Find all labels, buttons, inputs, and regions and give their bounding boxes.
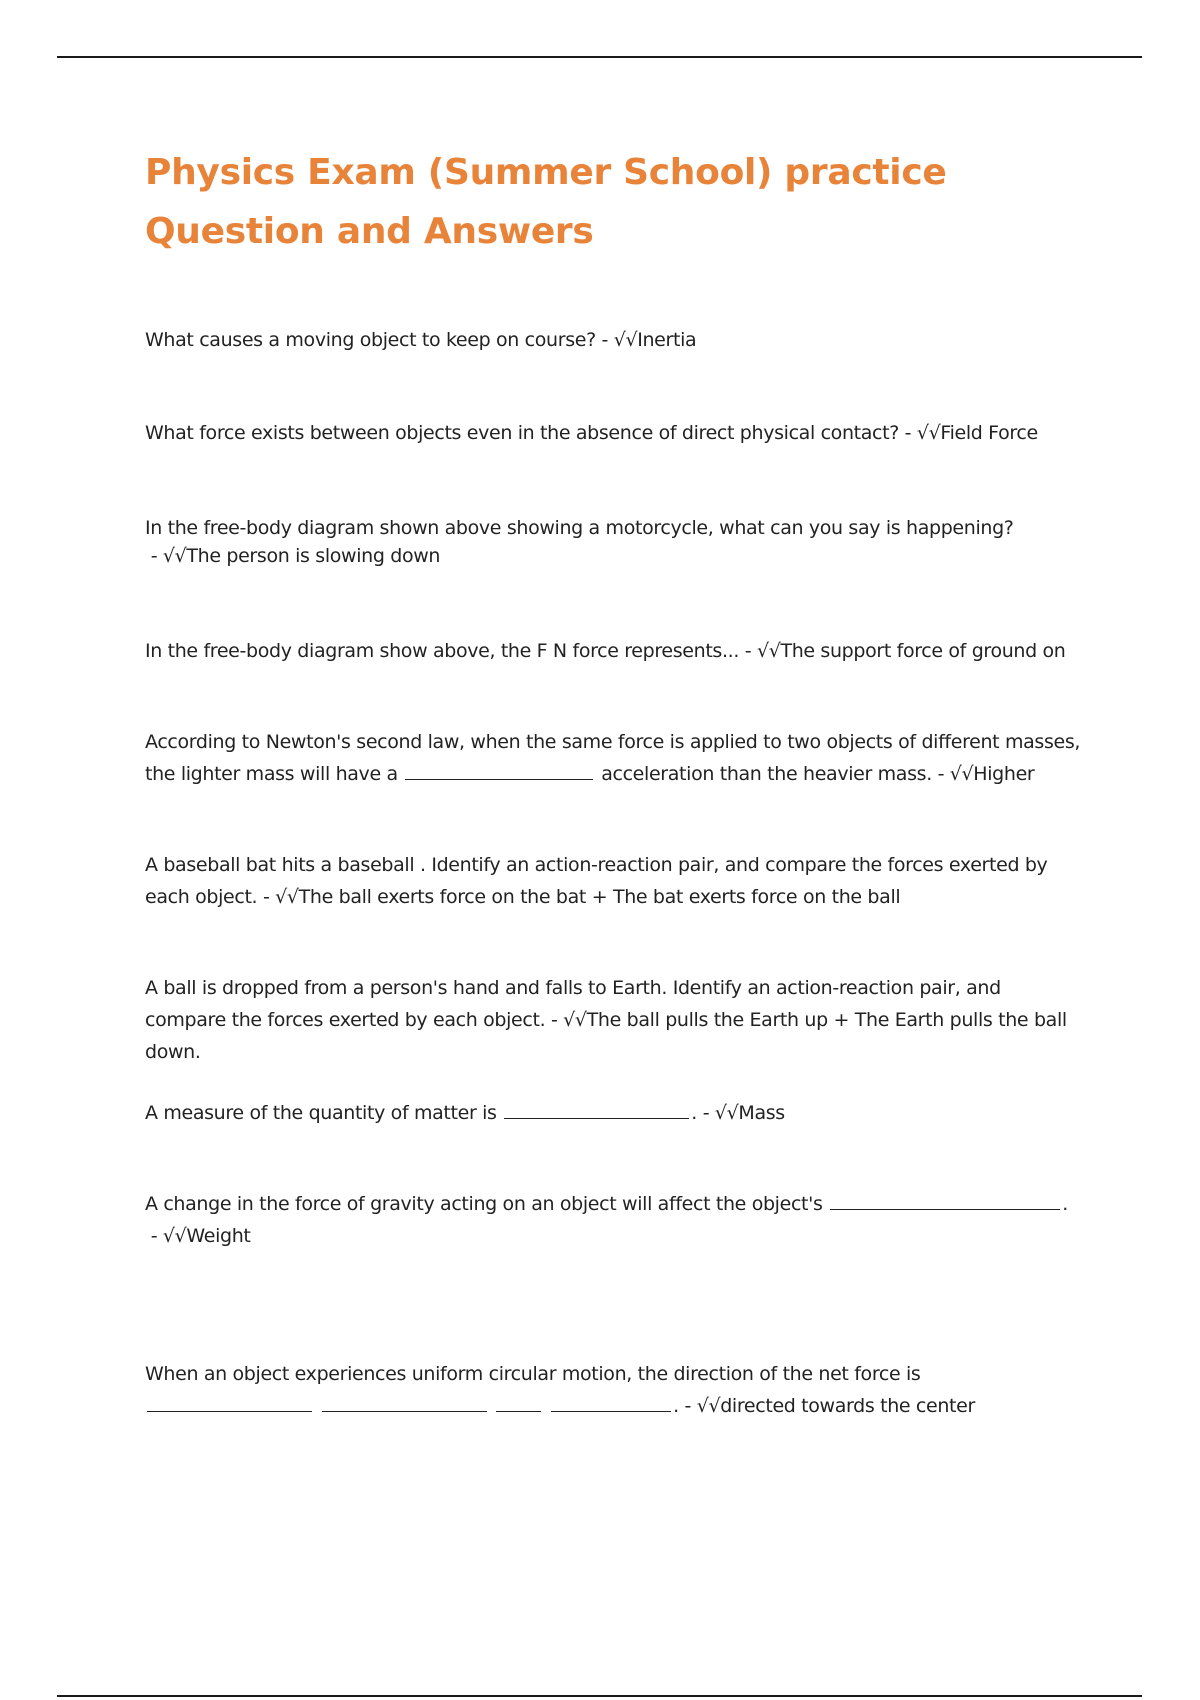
separator: -: [145, 545, 163, 567]
separator: -: [595, 329, 614, 351]
top-rule: [57, 56, 1142, 58]
question-text: In the free-body diagram shown above showing a motorcycle, what can you say is happening?: [145, 517, 1014, 539]
question-text-after: .: [673, 1395, 679, 1417]
question-text-before: When an object experiences uniform circular motion, the direction of the net force is: [145, 1363, 921, 1385]
answer-text: The ball pulls the Earth up + The Earth pulls the ball down.: [145, 1009, 1067, 1063]
question-text-before: According to Newton's second law, when the same force is applied to two objects of different masses, the lighter mass will have a: [145, 731, 1081, 785]
qa-item-7: [145, 972, 1085, 1068]
answer-text: The ball exerts force on the bat + The bat exerts force on the ball: [298, 886, 901, 908]
separator: -: [898, 422, 917, 444]
question-text: In the free-body diagram show above, the F N force represents...: [145, 640, 740, 662]
qa-item-1: [145, 324, 1085, 356]
bottom-rule: [57, 1695, 1142, 1697]
qa-item-3: [145, 514, 1085, 570]
separator: -: [678, 1395, 697, 1417]
qa-item-5: [145, 726, 1085, 790]
checkmark-icon: √√: [162, 545, 187, 567]
separator: -: [545, 1009, 564, 1031]
answer-text: Weight: [186, 1225, 251, 1247]
question-text: A baseball bat hits a baseball . Identify an action-reaction pair, and compare the forces exerted by each object.: [145, 854, 1048, 908]
question-text-after: .: [691, 1102, 697, 1124]
checkmark-icon: √√: [916, 422, 941, 444]
answer-blank: [551, 1391, 671, 1412]
qa-item-8: [145, 1097, 1085, 1129]
checkmark-icon: √√: [714, 1102, 739, 1124]
checkmark-icon: √√: [162, 1225, 187, 1247]
qa-item-4: [145, 635, 1085, 667]
separator: -: [257, 886, 276, 908]
qa-item-6: [145, 849, 1085, 913]
qa-item-2: [145, 417, 1085, 449]
answer-text: Mass: [738, 1102, 785, 1124]
answer-blank: [496, 1391, 541, 1412]
qa-item-9: [145, 1188, 1085, 1252]
checkmark-icon: √√: [756, 640, 781, 662]
page-title: Physics Exam (Summer School) practice Question and Answers: [145, 152, 947, 252]
answer-text: Field Force: [940, 422, 1038, 444]
answer-text: The person is slowing down: [186, 545, 441, 567]
separator: -: [931, 763, 950, 785]
question-text: A ball is dropped from a person's hand and falls to Earth. Identify an action-reaction pair, and compare the forces exerted by each object.: [145, 977, 1001, 1031]
checkmark-icon: √√: [613, 329, 638, 351]
question-text: What force exists between objects even in the absence of direct physical contact?: [145, 422, 899, 444]
checkmark-icon: √√: [275, 886, 299, 908]
checkmark-icon: √√: [696, 1395, 721, 1417]
answer-blank: [504, 1098, 689, 1119]
answer-text: Higher: [973, 763, 1035, 785]
question-text-before: A measure of the quantity of matter is: [145, 1102, 497, 1124]
question-text-after: .: [1062, 1193, 1068, 1215]
answer-blank: [147, 1391, 312, 1412]
checkmark-icon: √√: [563, 1009, 587, 1031]
answer-blank: [830, 1189, 1060, 1210]
qa-item-10: [145, 1358, 1085, 1422]
separator: -: [145, 1225, 163, 1247]
answer-blank: [405, 759, 593, 780]
separator: -: [697, 1102, 715, 1124]
question-text: What causes a moving object to keep on course?: [145, 329, 596, 351]
answer-text: The support force of ground on: [780, 640, 1066, 662]
answer-text: directed towards the center: [720, 1395, 975, 1417]
question-text-after: acceleration than the heavier mass.: [601, 763, 932, 785]
checkmark-icon: √√: [949, 763, 974, 785]
question-text-before: A change in the force of gravity acting on an object will affect the object's: [145, 1193, 823, 1215]
answer-blank: [322, 1391, 487, 1412]
separator: -: [739, 640, 757, 662]
answer-text: Inertia: [637, 329, 697, 351]
